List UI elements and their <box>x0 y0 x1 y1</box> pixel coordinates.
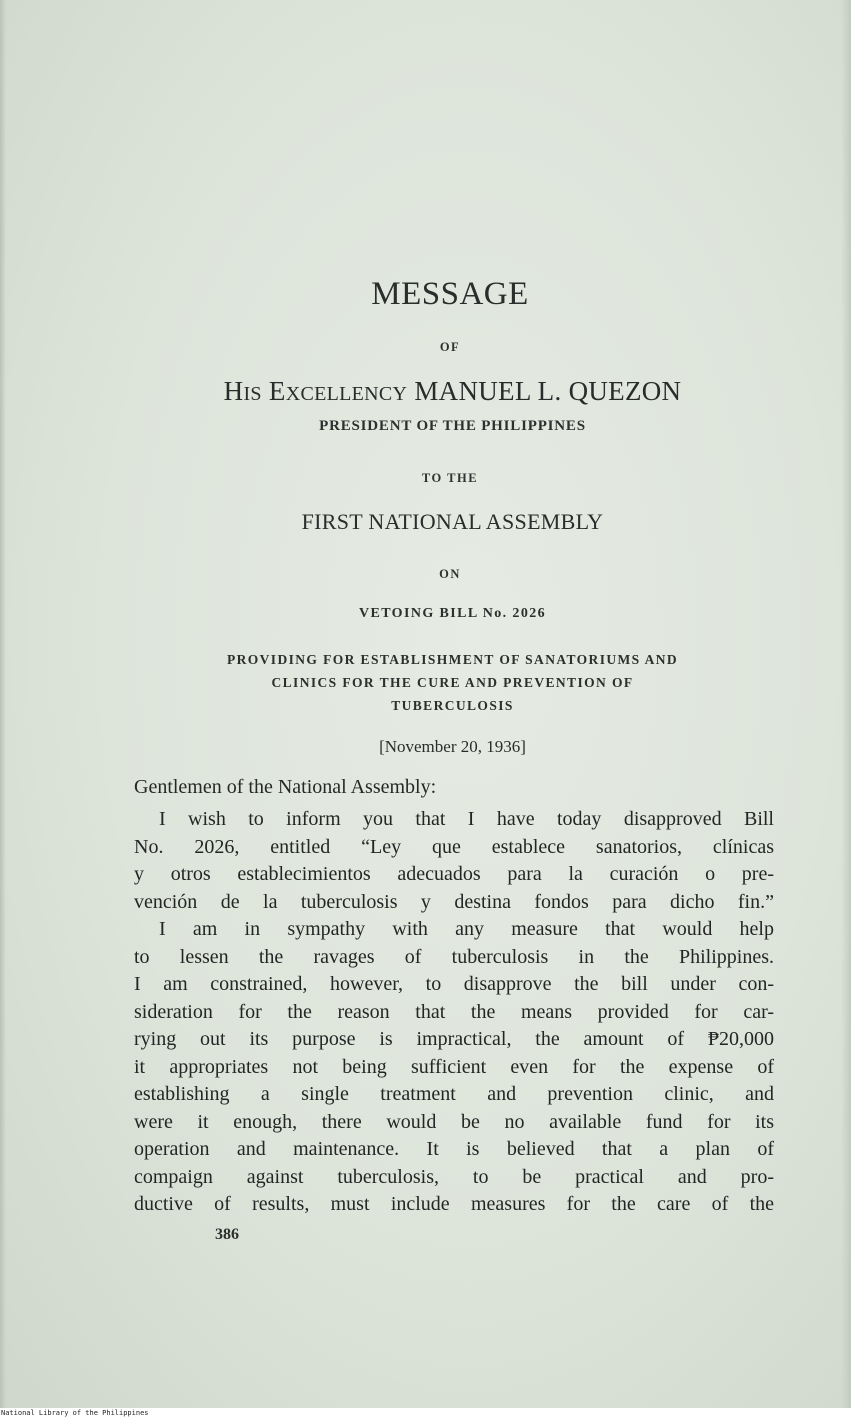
text-line: were it enough, there would be no available fund for its <box>134 1110 774 1133</box>
text-line: ductive of results, must include measures for the care of the <box>134 1193 774 1215</box>
text-line: operation and maintenance. It is believed that a plan of <box>134 1138 774 1160</box>
text-line: rying out its purpose is impractical, the amount of ₱20,000 <box>134 1028 774 1050</box>
text-line: I wish to inform you that I have today disapproved Bill <box>159 808 774 830</box>
text-line: to lessen the ravages of tuberculosis in the Philippines. <box>134 945 774 968</box>
president-name: MANUEL L. QUEZON <box>414 376 682 406</box>
text-line: compaign against tuberculosis, to be practical and pro- <box>134 1165 774 1188</box>
bill-subject-line: PROVIDING FOR ESTABLISHMENT OF SANATORIUMS AND <box>226 652 679 667</box>
position-title: PRESIDENT OF THE PHILIPPINES <box>319 418 586 434</box>
page-number: 386 <box>215 1226 239 1243</box>
library-credit: National Library of the Philippines <box>1 1409 149 1417</box>
text-line: sideration for the reason that the means provided for car- <box>134 1000 774 1023</box>
bill-subject <box>130 648 775 717</box>
vetoing-heading: VETOING BILL No. 2026 <box>358 606 547 621</box>
his-rest: IS <box>243 383 262 405</box>
on-label: ON <box>439 567 461 581</box>
bill-subject-line: TUBERCULOSIS <box>391 698 514 713</box>
message-body <box>134 806 774 1219</box>
paragraph-2 <box>134 916 774 1219</box>
message-date: [November 20, 1936] <box>379 737 526 756</box>
text-line: I am constrained, however, to disapprove the bill under con- <box>134 973 774 995</box>
excellency-initial: E <box>268 376 286 406</box>
assembly-title: FIRST NATIONAL ASSEMBLY <box>301 509 604 534</box>
his-initial: H <box>223 376 244 406</box>
paragraph-1 <box>134 806 774 916</box>
of-label: OF <box>439 340 461 354</box>
text-line: y otros establecimientos adecuados para la curación o pre- <box>134 863 774 885</box>
text-line: it appropriates not being sufficient even for the expense of <box>134 1055 774 1078</box>
bill-subject-line: CLINICS FOR THE CURE AND PREVENTION OF <box>271 675 634 690</box>
to-the-label: TO THE <box>421 471 479 485</box>
salutation: Gentlemen of the National Assembly: <box>134 776 437 798</box>
text-line: I am in sympathy with any measure that would help <box>159 918 774 940</box>
name-line <box>0 376 851 407</box>
text-line: establishing a single treatment and prevention clinic, and <box>134 1083 774 1105</box>
page-shadow-right <box>841 0 851 1408</box>
text-line: vención de la tuberculosis y destina fondos para dicho fin.” <box>134 890 774 913</box>
page-shadow-left <box>0 0 6 1408</box>
excellency-rest: XCELLENCY <box>285 383 408 405</box>
document-title: MESSAGE <box>371 276 529 312</box>
text-line: No. 2026, entitled “Ley que establece sanatorios, clínicas <box>134 835 774 858</box>
